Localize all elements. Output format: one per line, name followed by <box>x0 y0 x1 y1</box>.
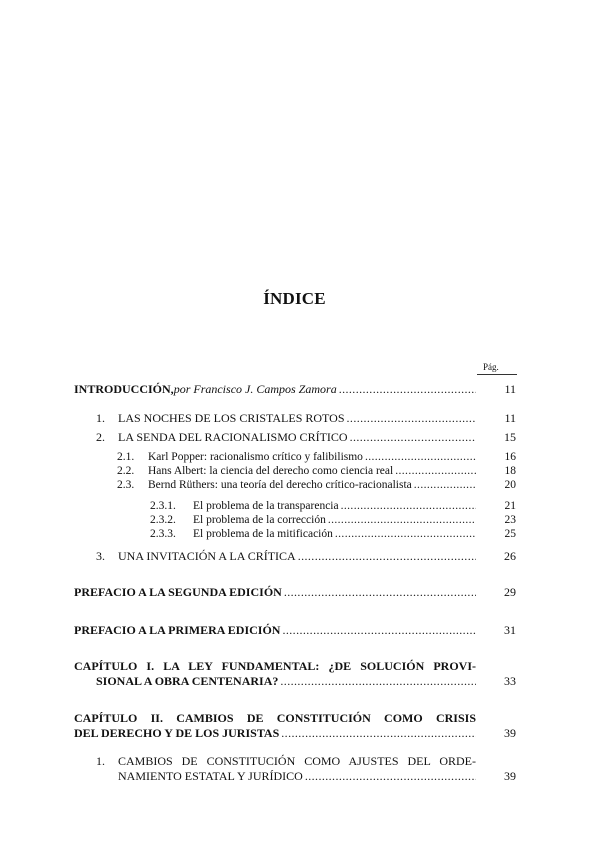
toc-page-number: 15 <box>504 430 516 444</box>
toc-entry-label: UNA INVITACIÓN A LA CRÍTICA <box>118 549 296 563</box>
toc-page-number: 25 <box>504 528 516 540</box>
toc-entry-subsection-2-1[interactable] <box>117 450 516 464</box>
page-title: ÍNDICE <box>263 289 326 308</box>
page-column-rule <box>477 374 517 375</box>
toc-entry-label-line2: SIONAL A OBRA CENTENARIA? <box>96 674 279 688</box>
toc-entry-number: 3. <box>96 549 105 563</box>
toc-entry-label-line1: CAPÍTULO I. LA LEY FUNDAMENTAL: ¿DE SOLUCIÓN PROVI- <box>74 659 476 673</box>
toc-leader-dots <box>347 411 476 425</box>
toc-entry-prefacio-segunda[interactable] <box>74 585 516 599</box>
toc-entry-label: LA SENDA DEL RACIONALISMO CRÍTICO <box>118 430 348 444</box>
toc-entry-prefacio-primera[interactable] <box>74 623 516 637</box>
toc-entry-label: PREFACIO A LA PRIMERA EDICIÓN <box>74 623 281 637</box>
toc-leader-dots <box>395 464 476 478</box>
toc-entry-subsubsection-2-3-2[interactable] <box>150 513 516 527</box>
toc-entry-number: 2.3.2. <box>150 514 176 526</box>
toc-page-number: 39 <box>504 726 516 740</box>
toc-page-number: 18 <box>504 465 516 477</box>
toc-leader-dots <box>280 674 476 688</box>
toc-page-number: 33 <box>504 674 516 688</box>
toc-entry-section-2[interactable] <box>96 430 516 444</box>
toc-entry-capitulo-2[interactable] <box>74 711 516 741</box>
toc-page-number: 29 <box>504 585 516 599</box>
toc-entry-number: 2.3. <box>117 479 135 491</box>
toc-entry-label: El problema de la corrección <box>193 514 326 526</box>
toc-entry-number: 2.3.1. <box>150 500 176 512</box>
toc-leader-dots <box>281 726 476 740</box>
toc-entry-label: El problema de la mitificación <box>193 528 333 540</box>
toc-entry-label: LAS NOCHES DE LOS CRISTALES ROTOS <box>118 411 345 425</box>
toc-entry-section-3[interactable] <box>96 549 516 563</box>
toc-entry-number: 2.2. <box>117 465 135 477</box>
toc-entry-author: por Francisco J. Campos Zamora <box>173 382 337 396</box>
toc-entry-section-1[interactable] <box>96 411 516 425</box>
toc-leader-dots <box>414 478 476 492</box>
toc-page-number: 21 <box>504 500 516 512</box>
toc-leader-dots <box>298 549 476 563</box>
toc-leader-dots <box>335 527 476 541</box>
toc-entry-introduccion[interactable] <box>74 382 516 396</box>
toc-entry-number: 1. <box>96 411 105 425</box>
toc-entry-number: 2.3.3. <box>150 528 176 540</box>
toc-entry-subsection-2-3[interactable] <box>117 478 516 492</box>
toc-page-number: 11 <box>504 411 516 425</box>
toc-entry-label: PREFACIO A LA SEGUNDA EDICIÓN <box>74 585 282 599</box>
toc-leader-dots <box>350 430 476 444</box>
toc-entry-subsubsection-2-3-3[interactable] <box>150 527 516 541</box>
toc-entry-subsubsection-2-3-1[interactable] <box>150 499 516 513</box>
toc-entry-label: Bernd Rüthers: una teoría del derecho crítico-racionalista <box>148 479 412 491</box>
toc-entry-label-line1: CAMBIOS DE CONSTITUCIÓN COMO AJUSTES DEL ORDE- <box>118 754 476 768</box>
toc-leader-dots <box>328 513 476 527</box>
toc-page-number: 23 <box>504 514 516 526</box>
toc-leader-dots <box>305 769 476 783</box>
toc-leader-dots <box>339 382 476 396</box>
toc-entry-label-line2: DEL DERECHO Y DE LOS JURISTAS <box>74 726 280 740</box>
toc-entry-label-line2: NAMIENTO ESTATAL Y JURÍDICO <box>118 769 303 783</box>
toc-entry-number: 1. <box>96 754 105 768</box>
page-column-label: Pág. <box>483 362 499 372</box>
toc-entry-number: 2. <box>96 430 105 444</box>
toc-entry-capitulo-2-section-1[interactable] <box>96 754 516 784</box>
toc-entry-subsection-2-2[interactable] <box>117 464 516 478</box>
toc-entry-label: Hans Albert: la ciencia del derecho como ciencia real <box>148 465 394 477</box>
toc-leader-dots <box>282 623 476 637</box>
toc-entry-label: El problema de la transparencia <box>193 500 339 512</box>
toc-entry-capitulo-1[interactable] <box>74 659 516 689</box>
toc-leader-dots <box>365 450 476 464</box>
toc-page-number: 39 <box>504 769 516 783</box>
toc-page-number: 31 <box>504 623 516 637</box>
toc-leader-dots <box>341 499 476 513</box>
toc-entry-label-line1: CAPÍTULO II. CAMBIOS DE CONSTITUCIÓN COMO CRISIS <box>74 711 476 725</box>
toc-entry-label: INTRODUCCIÓN, <box>74 382 174 396</box>
toc-entry-label: Karl Popper: racionalismo crítico y falibilismo <box>148 451 363 463</box>
toc-page-number: 26 <box>504 549 516 563</box>
toc-leader-dots <box>284 585 476 599</box>
toc-page-number: 16 <box>504 451 516 463</box>
toc-page-number: 20 <box>504 479 516 491</box>
toc-page-number: 11 <box>504 382 516 396</box>
toc-entry-number: 2.1. <box>117 451 135 463</box>
